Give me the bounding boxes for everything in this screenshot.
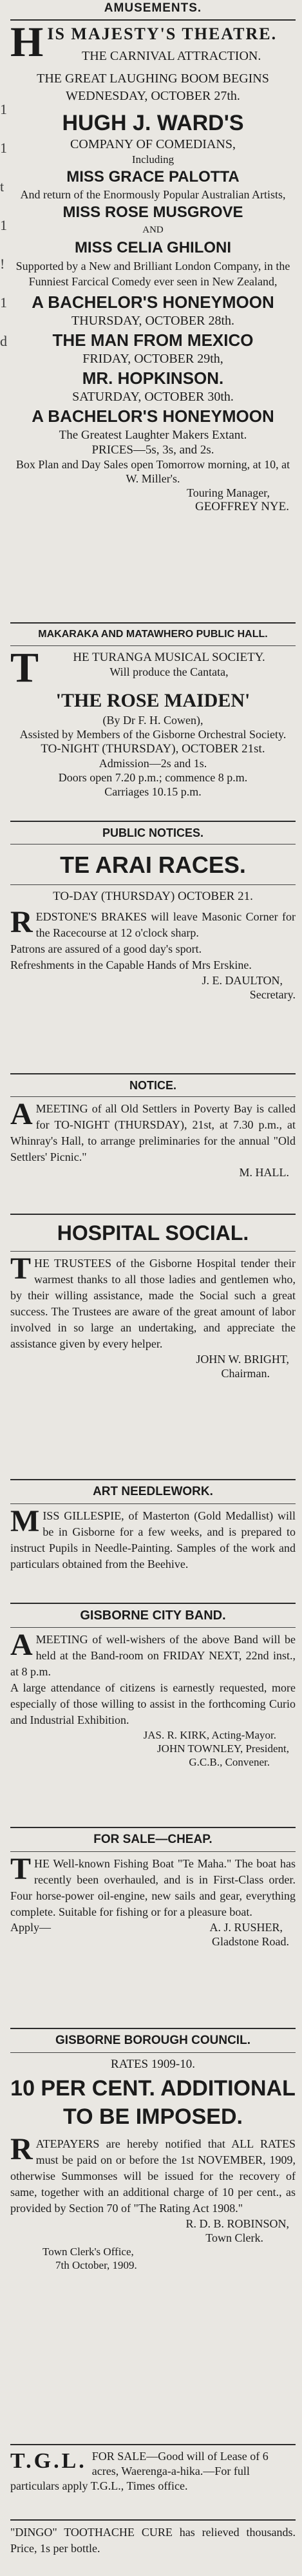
notice-section xyxy=(10,1069,296,1179)
needlework-drop-cap: M xyxy=(10,1508,40,1538)
company-line: COMPANY OF COMEDIANS, xyxy=(70,137,236,151)
prices-line: PRICES—5s, 3s, and 2s. xyxy=(91,443,214,457)
borough-headline-1: 10 PER CENT. ADDITIONAL xyxy=(10,2076,296,2101)
edge-mark: 1 xyxy=(0,217,7,233)
date-2: THURSDAY, OCTOBER 28th. xyxy=(71,314,235,328)
rusher-address: Gladstone Road. xyxy=(212,1935,289,1948)
races-title: TE ARAI RACES. xyxy=(60,852,246,878)
band-sign-2: JOHN TOWNLEY, President, xyxy=(157,1742,289,1755)
dingo-section xyxy=(10,2515,296,2557)
tgl-text: FOR SALE—Good will of Lease of 6 acres, Waerenga-a-hika.—For full particulars apply T.G.L., Times office. xyxy=(10,2450,269,2492)
star-grace: MISS GRACE PALOTTA xyxy=(66,168,240,186)
touring-line: Touring Manager, xyxy=(187,486,270,499)
needlework-paragraph xyxy=(10,1508,296,1572)
edge-mark: 1 xyxy=(0,101,7,117)
hospital-text: HE TRUSTEES of the Gisborne Hospital tender their warmest thanks to all those ladies and gentlemen who, by their willing assistance, made the Social such a great success. The Trustees are aware of the great amount of labor involved in so large an undertaking, and appreciate the assistance given by every helper. xyxy=(10,1257,296,1350)
greatest-line: The Greatest Laughter Makers Extant. xyxy=(59,428,247,442)
date-4: SATURDAY, OCTOBER 30th. xyxy=(72,390,234,404)
notice-signer: M. HALL. xyxy=(239,1166,289,1179)
tgl-big: T.G.L. xyxy=(10,2449,87,2473)
assisted-line: Assisted by Members of the Gisborne Orchestral Society. xyxy=(19,728,287,741)
brakes-text: EDSTONE'S BRAKES will leave Masonic Corner for the Racecourse at 12 o'clock sharp. xyxy=(35,910,296,939)
public-notices-section xyxy=(10,817,296,1002)
star-rose: MISS ROSE MUSGROVE xyxy=(62,204,243,221)
brakes-drop-cap: R xyxy=(10,909,33,939)
borough-rates: RATES 1909-10. xyxy=(111,2057,195,2071)
borough-headline-2: TO BE IMPOSED. xyxy=(63,2104,243,2129)
society-line: HE TURANGA MUSICAL SOCIETY. xyxy=(73,651,265,664)
needlework-text: ISS GILLESPIE, of Masterton (Gold Medallist) will be in Gisborne for a few weeks, and is prepared to instruct Pupils in Needle-Painting. Samples of the work and particulars obtained from the Beehive. xyxy=(10,1509,296,1570)
band-text-1: MEETING of well-wishers of the above Band will be held at the Band-room on FRIDAY NEXT, 22nd inst., at 8 p.m. xyxy=(10,1633,296,1678)
band-paragraph-1 xyxy=(10,1632,296,1680)
band-title: GISBORNE CITY BAND. xyxy=(80,1608,226,1623)
edge-mark: d xyxy=(0,333,7,349)
dingo-text: "DINGO" TOOTHACHE CURE has relieved thousands. Price, 1s per bottle. xyxy=(10,2526,296,2555)
edge-mark: ! xyxy=(0,256,5,272)
borough-date: 7th October, 1909. xyxy=(55,2259,137,2271)
and-line: AND xyxy=(142,225,164,235)
band-sign-3: G.C.B., Convener. xyxy=(189,1756,270,1768)
hospital-title: HOSPITAL SOCIAL. xyxy=(57,1221,249,1245)
date-open: WEDNESDAY, OCTOBER 27th. xyxy=(66,89,240,103)
amusements-section xyxy=(10,1,296,514)
theatre-heading xyxy=(10,24,296,64)
cantata-by: (By Dr F. H. Cowen), xyxy=(102,714,203,727)
patrons-line: Patrons are assured of a good day's sport. xyxy=(10,942,202,955)
carriages-line: Carriages 10.15 p.m. xyxy=(104,785,202,798)
will-produce: Will produce the Cantata, xyxy=(109,665,229,678)
box-plan-line: Box Plan and Day Sales open Tomorrow morning, at 10, at W. Miller's. xyxy=(15,458,290,485)
band-text-2: A large attendance of citizens is earnestly requested, more especially of those willing to assist in the forthcoming Curio and Industrial Exhibition. xyxy=(10,1681,296,1726)
carnival-line: THE CARNIVAL ATTRACTION. xyxy=(82,49,261,63)
borough-office: Town Clerk's Office, xyxy=(42,2246,134,2258)
tonight-line: TO-NIGHT (THURSDAY), OCTOBER 21st. xyxy=(41,742,265,756)
edge-mark: t xyxy=(0,178,5,195)
laughing-boom: THE GREAT LAUGHING BOOM BEGINS xyxy=(37,72,269,86)
needlework-title: ART NEEDLEWORK. xyxy=(93,1485,213,1498)
for-sale-text: HE Well-known Fishing Boat "Te Maha." The boat has recently been overhauled, and is in First-Class order. Four horse-power oil-engine, new sails and gear, everything complete. Suitable for fishing or for a pleasure boat. xyxy=(10,1857,296,1918)
notice-header: NOTICE. xyxy=(129,1079,176,1092)
needlework-section xyxy=(10,1475,296,1572)
date-3: FRIDAY, OCTOBER 29th, xyxy=(82,352,223,366)
hospital-section xyxy=(10,1210,296,1380)
refreshments-line: Refreshments in the Capable Hands of Mrs Erskine. xyxy=(10,959,252,971)
including-line: Including xyxy=(131,153,175,166)
band-sign-1: JAS. R. KIRK, Acting-Mayor. xyxy=(143,1729,276,1741)
borough-paragraph xyxy=(10,2136,296,2217)
makaraka-section xyxy=(10,618,296,799)
borough-title: GISBORNE BOROUGH COUNCIL. xyxy=(55,2034,250,2047)
rusher-name: A. J. RUSHER, xyxy=(209,1921,283,1934)
races-date: TO-DAY (THURSDAY) OCTOBER 21. xyxy=(53,890,253,903)
daulton-role: Secretary. xyxy=(249,988,296,1001)
company-head: HUGH J. WARD'S xyxy=(62,111,244,135)
notice-text: MEETING of all Old Settlers in Poverty Bay is called for TO-NIGHT (THURSDAY), 21st, at 7.30 p.m., at Whinray's Hall, to arrange preliminaries for the annual "Old Settlers' Picnic." xyxy=(10,1102,296,1163)
star-celia: MISS CELIA GHILONI xyxy=(74,239,232,256)
return-line: And return of the Enormously Popular Australian Artists, xyxy=(20,188,286,201)
band-drop-cap: A xyxy=(10,1632,33,1662)
manager-name: GEOFFREY NYE. xyxy=(194,500,289,513)
show-2: THE MAN FROM MEXICO xyxy=(52,330,254,350)
amusements-header: AMUSEMENTS. xyxy=(104,1,202,15)
borough-drop-cap: R xyxy=(10,2136,33,2166)
cantata-title: 'THE ROSE MAIDEN' xyxy=(55,690,250,711)
makaraka-drop-cap: T xyxy=(10,650,39,686)
for-sale-paragraph xyxy=(10,1856,296,1920)
edge-mark: 1 xyxy=(0,294,7,310)
hospital-role: Chairman. xyxy=(221,1367,270,1380)
borough-text: ATEPAYERS are hereby notified that ALL RATES must be paid on or before the 1st NOVEMBER, 1909, otherwise Summonses will be issued for the recovery of same, together with an additional charge of 10 per cent., as provided by Section 70 of "The Rating Act 1908." xyxy=(10,2137,296,2215)
tgl-section xyxy=(10,2440,296,2494)
for-sale-apply xyxy=(10,1920,296,1934)
hospital-signer: JOHN W. BRIGHT, xyxy=(196,1353,289,1366)
notice-drop-cap: A xyxy=(10,1101,33,1131)
borough-role: Town Clerk. xyxy=(205,2231,263,2244)
makaraka-title: MAKARAKA AND MATAWHERO PUBLIC HALL. xyxy=(38,629,268,640)
for-sale-drop-cap: T xyxy=(10,1856,32,1886)
borough-section xyxy=(10,2024,296,2272)
admission-line: Admission—2s and 1s. xyxy=(99,757,207,770)
borough-signer: R. D. B. ROBINSON, xyxy=(185,2217,289,2230)
band-section xyxy=(10,1599,296,1769)
for-sale-section xyxy=(10,1823,296,1949)
show-1: A BACHELOR'S HONEYMOON xyxy=(32,292,274,312)
hospital-drop-cap: T xyxy=(10,1255,32,1286)
apply-label: Apply— xyxy=(10,1921,51,1934)
doors-line: Doors open 7.20 p.m.; commence 8 p.m. xyxy=(58,771,248,784)
show-4: A BACHELOR'S HONEYMOON xyxy=(32,406,274,426)
edge-mark: 1 xyxy=(0,140,7,156)
brakes-paragraph xyxy=(10,909,296,941)
for-sale-title: FOR SALE—CHEAP. xyxy=(93,1833,212,1846)
supported-line: Supported by a New and Brilliant London Company, in the Funniest Farcical Comedy ever seen in New Zealand, xyxy=(15,260,290,288)
notice-paragraph xyxy=(10,1101,296,1165)
tgl-paragraph xyxy=(10,2449,296,2494)
left-edge-marks xyxy=(0,90,6,361)
hospital-paragraph xyxy=(10,1255,296,1352)
show-3: MR. HOPKINSON. xyxy=(82,368,224,388)
daulton-name: J. E. DAULTON, xyxy=(202,974,283,987)
public-notices-header: PUBLIC NOTICES. xyxy=(102,826,203,839)
theatre-name: IS MAJESTY'S THEATRE. xyxy=(47,24,278,43)
theatre-drop-cap: H xyxy=(10,24,44,64)
